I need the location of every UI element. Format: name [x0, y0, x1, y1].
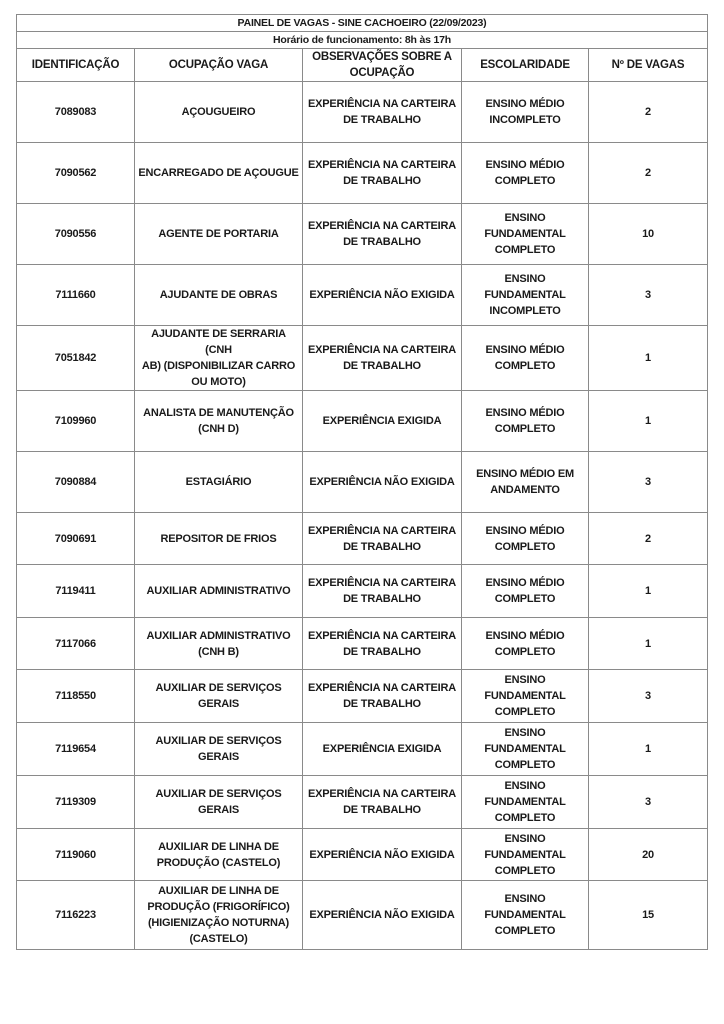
cell-notes: EXPERIÊNCIA NÃO EXIGIDA: [303, 829, 462, 881]
title-row: [17, 15, 708, 32]
cell-id: 7090691: [17, 513, 135, 565]
table-row: [17, 391, 708, 452]
cell-id: 7118550: [17, 670, 135, 723]
cell-id: 7089083: [17, 82, 135, 143]
table-row: [17, 881, 708, 950]
document-title: [17, 15, 708, 32]
cell-notes: EXPERIÊNCIA NA CARTEIRA DE TRABALHO: [303, 82, 462, 143]
cell-occupation: AUXILIAR DE SERVIÇOS GERAIS: [135, 670, 303, 723]
cell-count: 1: [589, 723, 708, 776]
table-row: [17, 265, 708, 326]
cell-count: 3: [589, 265, 708, 326]
cell-education: ENSINO MÉDIO COMPLETO: [462, 513, 589, 565]
cell-notes: EXPERIÊNCIA NÃO EXIGIDA: [303, 452, 462, 513]
table-row: [17, 565, 708, 618]
cell-occupation: ANALISTA DE MANUTENÇÃO (CNH D): [135, 391, 303, 452]
header-id: IDENTIFICAÇÃO: [17, 49, 135, 82]
cell-education: ENSINO MÉDIO COMPLETO: [462, 143, 589, 204]
cell-education: ENSINO MÉDIO EM ANDAMENTO: [462, 452, 589, 513]
table-row: [17, 82, 708, 143]
cell-education: ENSINO FUNDAMENTAL COMPLETO: [462, 881, 589, 950]
table-row: [17, 143, 708, 204]
table-row: [17, 618, 708, 670]
cell-count: 3: [589, 776, 708, 829]
cell-notes: EXPERIÊNCIA NA CARTEIRA DE TRABALHO: [303, 143, 462, 204]
cell-id: 7090556: [17, 204, 135, 265]
cell-count: 2: [589, 513, 708, 565]
cell-occupation: AJUDANTE DE OBRAS: [135, 265, 303, 326]
cell-occupation: AJUDANTE DE SERRARIA (CNH AB) (DISPONIBILIZAR CARRO OU MOTO): [135, 326, 303, 391]
cell-education: ENSINO FUNDAMENTAL COMPLETO: [462, 829, 589, 881]
cell-count: 2: [589, 82, 708, 143]
cell-occupation: AUXILIAR DE LINHA DE PRODUÇÃO (CASTELO): [135, 829, 303, 881]
cell-notes: EXPERIÊNCIA EXIGIDA: [303, 723, 462, 776]
document-title-text: PAINEL DE VAGAS - SINE CACHOEIRO (22/09/2023): [237, 17, 487, 29]
cell-count: 15: [589, 881, 708, 950]
cell-count: 3: [589, 452, 708, 513]
table-row: [17, 776, 708, 829]
table-row: [17, 204, 708, 265]
cell-education: ENSINO MÉDIO INCOMPLETO: [462, 82, 589, 143]
cell-id: 7109960: [17, 391, 135, 452]
cell-education: ENSINO FUNDAMENTAL COMPLETO: [462, 670, 589, 723]
cell-notes: EXPERIÊNCIA NA CARTEIRA DE TRABALHO: [303, 565, 462, 618]
cell-occupation: AUXILIAR DE LINHA DE PRODUÇÃO (FRIGORÍFICO) (HIGIENIZAÇÃO NOTURNA) (CASTELO): [135, 881, 303, 950]
cell-count: 3: [589, 670, 708, 723]
cell-id: 7117066: [17, 618, 135, 670]
cell-notes: EXPERIÊNCIA NÃO EXIGIDA: [303, 265, 462, 326]
header-education: ESCOLARIDADE: [462, 49, 589, 82]
table-row: [17, 452, 708, 513]
cell-notes: EXPERIÊNCIA NA CARTEIRA DE TRABALHO: [303, 326, 462, 391]
cell-occupation: AUXILIAR DE SERVIÇOS GERAIS: [135, 776, 303, 829]
cell-occupation: REPOSITOR DE FRIOS: [135, 513, 303, 565]
cell-id: 7090562: [17, 143, 135, 204]
subtitle-row: [17, 32, 708, 49]
cell-notes: EXPERIÊNCIA EXIGIDA: [303, 391, 462, 452]
cell-education: ENSINO FUNDAMENTAL INCOMPLETO: [462, 265, 589, 326]
cell-count: 1: [589, 618, 708, 670]
cell-education: ENSINO MÉDIO COMPLETO: [462, 391, 589, 452]
header-occupation: OCUPAÇÃO VAGA: [135, 49, 303, 82]
cell-id: 7116223: [17, 881, 135, 950]
header-notes: OBSERVAÇÕES SOBRE A OCUPAÇÃO: [303, 49, 462, 82]
cell-occupation: ENCARREGADO DE AÇOUGUE: [135, 143, 303, 204]
table-row: [17, 723, 708, 776]
cell-occupation: AGENTE DE PORTARIA: [135, 204, 303, 265]
table-row: [17, 829, 708, 881]
cell-education: ENSINO MÉDIO COMPLETO: [462, 326, 589, 391]
cell-education: ENSINO MÉDIO COMPLETO: [462, 618, 589, 670]
cell-occupation: AÇOUGUEIRO: [135, 82, 303, 143]
cell-education: ENSINO FUNDAMENTAL COMPLETO: [462, 723, 589, 776]
cell-count: 20: [589, 829, 708, 881]
cell-count: 1: [589, 326, 708, 391]
cell-education: ENSINO MÉDIO COMPLETO: [462, 565, 589, 618]
cell-id: 7090884: [17, 452, 135, 513]
cell-id: 7119411: [17, 565, 135, 618]
cell-occupation: AUXILIAR ADMINISTRATIVO: [135, 565, 303, 618]
table-row: [17, 670, 708, 723]
cell-notes: EXPERIÊNCIA NA CARTEIRA DE TRABALHO: [303, 618, 462, 670]
cell-notes: EXPERIÊNCIA NA CARTEIRA DE TRABALHO: [303, 204, 462, 265]
cell-count: 2: [589, 143, 708, 204]
cell-notes: EXPERIÊNCIA NA CARTEIRA DE TRABALHO: [303, 513, 462, 565]
cell-occupation: ESTAGIÁRIO: [135, 452, 303, 513]
table-header-row: [17, 49, 708, 82]
cell-count: 1: [589, 565, 708, 618]
cell-count: 1: [589, 391, 708, 452]
opening-hours: Horário de funcionamento: 8h às 17h: [17, 32, 708, 49]
table-row: [17, 326, 708, 391]
cell-occupation: AUXILIAR DE SERVIÇOS GERAIS: [135, 723, 303, 776]
cell-notes: EXPERIÊNCIA NÃO EXIGIDA: [303, 881, 462, 950]
cell-id: 7051842: [17, 326, 135, 391]
table-row: [17, 513, 708, 565]
cell-id: 7119060: [17, 829, 135, 881]
cell-education: ENSINO FUNDAMENTAL COMPLETO: [462, 204, 589, 265]
header-count: Nº DE VAGAS: [589, 49, 708, 82]
cell-notes: EXPERIÊNCIA NA CARTEIRA DE TRABALHO: [303, 776, 462, 829]
cell-id: 7119654: [17, 723, 135, 776]
job-vacancies-table: [16, 14, 708, 950]
cell-id: 7111660: [17, 265, 135, 326]
cell-notes: EXPERIÊNCIA NA CARTEIRA DE TRABALHO: [303, 670, 462, 723]
cell-count: 10: [589, 204, 708, 265]
cell-occupation: AUXILIAR ADMINISTRATIVO (CNH B): [135, 618, 303, 670]
cell-id: 7119309: [17, 776, 135, 829]
cell-education: ENSINO FUNDAMENTAL COMPLETO: [462, 776, 589, 829]
